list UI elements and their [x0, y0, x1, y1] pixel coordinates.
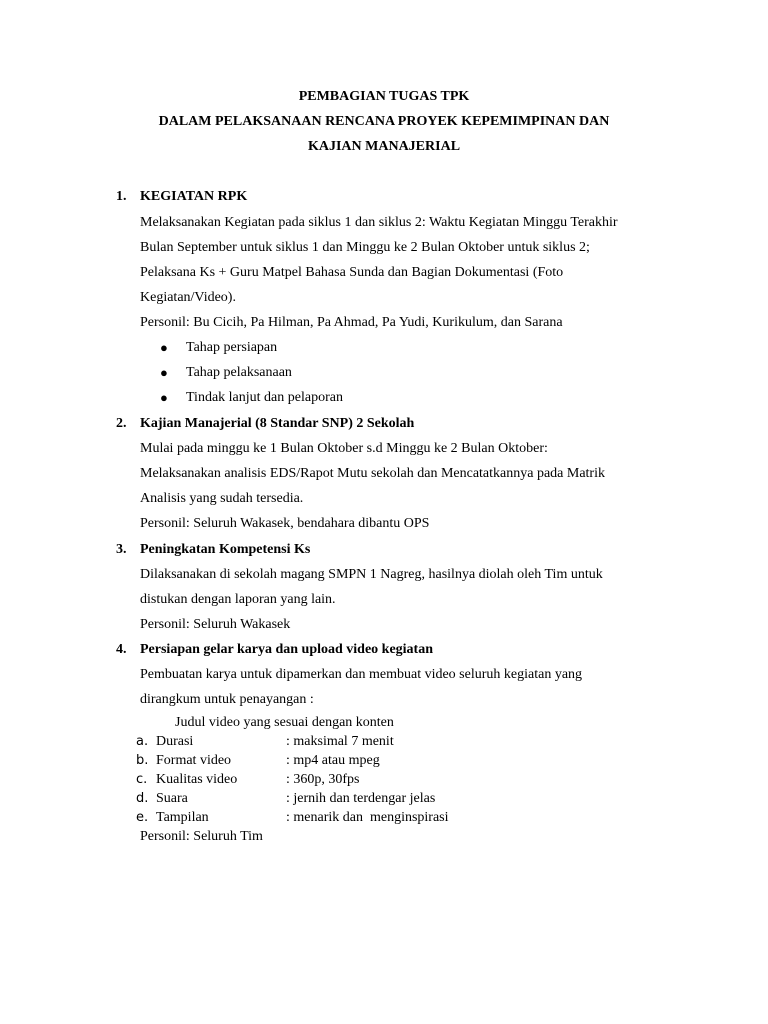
bullet-item: Tahap pelaksanaan	[186, 365, 292, 380]
spec-value: : menarik dan menginspirasi	[286, 810, 449, 825]
spec-letter: d.	[136, 791, 149, 806]
section-1-heading: KEGIATAN RPK	[140, 189, 248, 204]
section-3-line: Dilaksanakan di sekolah magang SMPN 1 Nagreg, hasilnya diolah oleh Tim untuk	[140, 567, 603, 582]
spec-label: Durasi	[156, 734, 194, 749]
spec-letter: a.	[136, 734, 149, 749]
section-4-line: dirangkum untuk penayangan :	[140, 692, 314, 707]
section-4-number: 4.	[116, 642, 127, 657]
spec-letter: c.	[136, 772, 148, 787]
bullet-icon: ●	[160, 340, 168, 355]
section-2-line: Melaksanakan analisis EDS/Rapot Mutu sekolah dan Mencatatkannya pada Matrik	[140, 466, 605, 481]
section-2-line: Analisis yang sudah tersedia.	[140, 491, 304, 506]
spec-value: : jernih dan terdengar jelas	[286, 791, 436, 806]
spec-letter: e.	[136, 810, 149, 825]
section-1-line: Melaksanakan Kegiatan pada siklus 1 dan siklus 2: Waktu Kegiatan Minggu Terakhir	[140, 215, 618, 230]
spec-label: Kualitas video	[156, 772, 238, 787]
section-4-heading: Persiapan gelar karya dan upload video kegiatan	[140, 642, 434, 657]
section-4-line: Pembuatan karya untuk dipamerkan dan membuat video seluruh kegiatan yang	[140, 667, 583, 682]
section-3-number: 3.	[116, 542, 127, 557]
bullet-icon: ●	[160, 365, 168, 380]
section-2-number: 2.	[116, 416, 127, 431]
doc-title-line1: PEMBAGIAN TUGAS TPK	[298, 89, 470, 104]
bullet-item: Tahap persiapan	[186, 340, 278, 355]
section-4-personnel: Personil: Seluruh Tim	[140, 829, 263, 844]
spec-label: Format video	[156, 753, 232, 768]
doc-title-line3: KAJIAN MANAJERIAL	[307, 139, 461, 154]
section-2-line: Mulai pada minggu ke 1 Bulan Oktober s.d Minggu ke 2 Bulan Oktober:	[140, 441, 548, 456]
section-1-line: Kegiatan/Video).	[140, 290, 236, 305]
section-1-number: 1.	[116, 189, 127, 204]
spec-label: Suara	[156, 791, 188, 806]
bullet-icon: ●	[160, 390, 168, 405]
section-1-personnel: Personil: Bu Cicih, Pa Hilman, Pa Ahmad, Pa Yudi, Kurikulum, dan Sarana	[140, 315, 563, 330]
section-3-line: distukan dengan laporan yang lain.	[140, 592, 336, 607]
spec-value: : maksimal 7 menit	[286, 734, 394, 749]
doc-title-line2: DALAM PELAKSANAAN RENCANA PROYEK KEPEMIMPINAN DAN	[158, 114, 610, 129]
section-2-heading: Kajian Manajerial (8 Standar SNP) 2 Sekolah	[140, 416, 415, 431]
spec-value: : 360p, 30fps	[286, 772, 360, 787]
section-2-personnel: Personil: Seluruh Wakasek, bendahara dibantu OPS	[140, 516, 430, 531]
spec-label: Tampilan	[156, 810, 209, 825]
spec-letter: b.	[136, 753, 149, 768]
section-4-subheading: Judul video yang sesuai dengan konten	[175, 715, 394, 730]
spec-value: : mp4 atau mpeg	[286, 753, 380, 768]
section-1-line: Bulan September untuk siklus 1 dan Minggu ke 2 Bulan Oktober untuk siklus 2;	[140, 240, 590, 255]
section-3-heading: Peningkatan Kompetensi Ks	[140, 542, 311, 557]
section-3-personnel: Personil: Seluruh Wakasek	[140, 617, 291, 632]
bullet-item: Tindak lanjut dan pelaporan	[186, 390, 343, 405]
section-1-line: Pelaksana Ks + Guru Matpel Bahasa Sunda dan Bagian Dokumentasi (Foto	[140, 265, 564, 280]
